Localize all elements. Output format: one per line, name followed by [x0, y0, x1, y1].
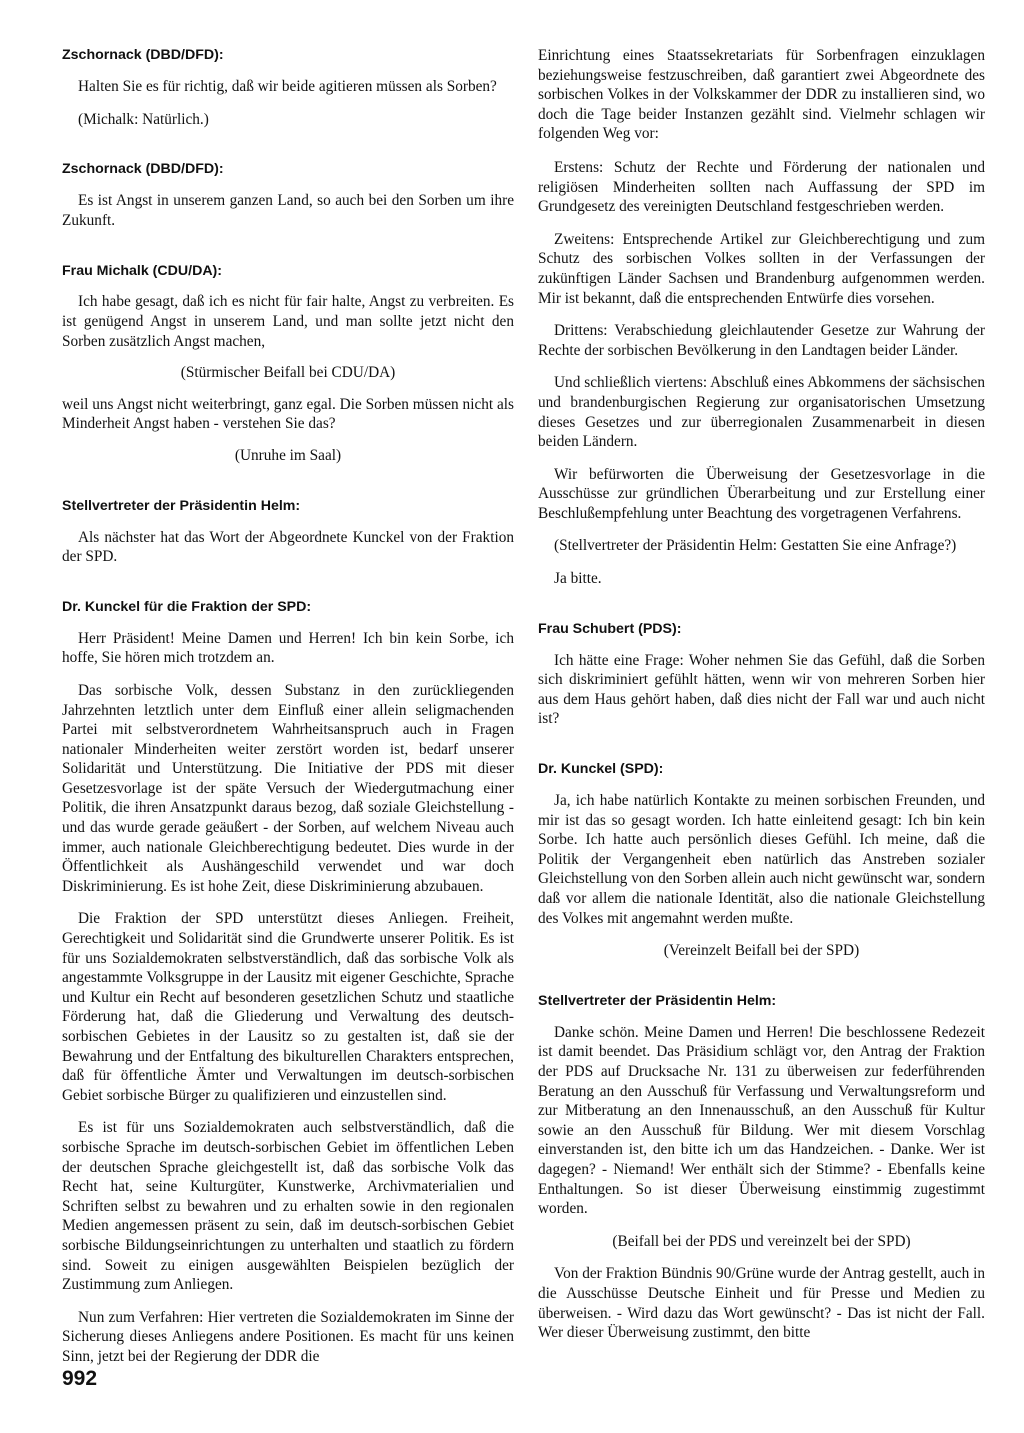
right-column — [538, 46, 985, 1343]
interjection: (Michalk: Natürlich.) — [78, 110, 209, 128]
speech-paragraph: Und schließlich viertens: Abschluß eines Abkommens der sächsischen und brandenburgischen Regierung zur organisatorischen Umsetzung dieses Gesetzes und zur überregionalen Zusammenarbeit in diesen beiden Ländern. — [538, 374, 985, 451]
speech-paragraph: Einrichtung eines Staatssekretariats für Sorbenfragen einzuklagen beziehungsweise festzuschreiben, daß garantiert zwei Abgeordnete des sorbischen Volkes in der Volkskammer der DDR zu installieren sind, wo doch die Tage beider Instanzen gezählt sind. Vielmehr schlagen wir folgenden Weg vor: — [538, 47, 985, 143]
speech-paragraph: Nun zum Verfahren: Hier vertreten die Sozialdemokraten im Sinne der Sicherung dieses Anliegens andere Positionen. Es macht für uns keinen Sinn, jetzt bei der Regierung der DDR die — [62, 1308, 514, 1365]
speech-paragraph: Ja bitte. — [554, 570, 602, 588]
speaker-heading: Dr. Kunckel für die Fraktion der SPD: — [62, 598, 312, 615]
speech-paragraph: Es ist für uns Sozialdemokraten auch selbstverständlich, daß die sorbische Sprache im deutsch-sorbischen Gebiet im öffentlichen Leben der deutschen Sprache gleichgestellt ist, daß das sorbische Volk das Recht hat, seine Kulturgüter, Kunstwerke, Archivmaterialien und Schriften selbst zu bewahren und zu erhalten sowie in den regionalen Medien angemessen präsent zu sein, daß im deutsch-sorbischen Gebiet sorbische Bildungseinrichtungen zu unterhalten und staatlich zu fördern sind. Soweit zu einigen ausgewählten Beispielen bezüglich der Zustimmung zum Anliegen. — [62, 1119, 514, 1294]
speaker-heading: Stellvertreter der Präsidentin Helm: — [538, 992, 777, 1009]
speech-paragraph: Danke schön. Meine Damen und Herren! Die beschlossene Redezeit ist damit beendet. Das Präsidium schlägt vor, den Antrag der Fraktion der PDS auf Drucksache Nr. 131 zu überweisen zur federführenden Beratung an den Ausschuß für Verfassung und Verwaltungsreform und zur Mitberatung an den Innenausschuß, an den Ausschuß für Kultur sowie an den Ausschuß für Bildung. Wer mit diesem Vorschlag einverstanden ist, den bitte ich um das Handzeichen. - Danke. Wer ist dagegen? - Niemand! Wer enthält sich der Stimme? - Ebenfalls keine Enthaltungen. So ist dieser Überweisung einstimmig zugestimmt worden. — [538, 1023, 985, 1218]
interjection: (Stellvertreter der Präsidentin Helm: Gestatten Sie eine Anfrage?) — [554, 537, 957, 555]
speech-paragraph: Herr Präsident! Meine Damen und Herren! Ich bin kein Sorbe, ich hoffe, Sie hören mich trotzdem an. — [62, 629, 514, 667]
speaker-heading: Zschornack (DBD/DFD): — [62, 47, 224, 63]
speaker-heading: Stellvertreter der Präsidentin Helm: — [62, 497, 301, 514]
speech-paragraph: Zweitens: Entsprechende Artikel zur Gleichberechtigung und zum Schutz des sorbischen Volkes sollten in der Verfassungen der zukünftigen Länder Sachsen und Brandenburg aufgenommen werden. Mir ist bekannt, daß die entsprechenden Entwürfe dies vorsehen. — [538, 230, 985, 307]
speaker-heading: Frau Schubert (PDS): — [538, 620, 682, 637]
speech-paragraph: Die Fraktion der SPD unterstützt dieses Anliegen. Freiheit, Gerechtigkeit und Solidarität sind die Grundwerte unserer Politik. Es ist für uns Sozialdemokraten selbstverständlich, daß das sorbische Volk als angestammte Volksgruppe in der Lausitz mit eigener Geschichte, Sprache und Kultur ein Recht auf besonderen gesetzlichen Schutz und staatliche Förderung hat, daß die Gliederung und Verwaltung des deutsch-sorbischen Gebietes in der Lausitz so zu gestalten ist, daß sie der Bewahrung und der Entfaltung des bikulturellen Charakters entsprechen, daß für öffentliche Ämter und Verwaltungen im deutsch-sorbischen Gebiet sorbische Bürger zu qualifizieren und einzustellen sind. — [62, 910, 514, 1104]
applause-note: (Beifall bei der PDS und vereinzelt bei der SPD) — [612, 1232, 911, 1250]
page-number: 992 — [62, 1367, 98, 1390]
left-column — [62, 46, 514, 1367]
speaker-heading: Zschornack (DBD/DFD): — [62, 161, 224, 178]
speech-paragraph: Als nächster hat das Wort der Abgeordnete Kunckel von der Fraktion der SPD. — [62, 528, 514, 566]
speech-paragraph: Ich hätte eine Frage: Woher nehmen Sie das Gefühl, daß die Sorben sich diskriminiert gefühlt hätten, wenn wir von mehreren Sorben hier aus dem Haus gehört haben, daß dies nicht der Fall war und auch nicht ist? — [538, 651, 985, 728]
speech-paragraph: weil uns Angst nicht weiterbringt, ganz egal. Die Sorben müssen nicht als Minderheit Angst haben - verstehen Sie das? — [62, 395, 514, 433]
speech-paragraph: Ich habe gesagt, daß ich es nicht für fair halte, Angst zu verbreiten. Es ist genügend Angst in unserem Land, und man sollte jetzt nicht den Sorben zusätzlich Angst machen, — [62, 293, 514, 350]
speech-paragraph: Halten Sie es für richtig, daß wir beide agitieren müssen als Sorben? — [78, 78, 497, 95]
applause-note: (Stürmischer Beifall bei CDU/DA) — [180, 364, 396, 382]
speech-paragraph: Von der Fraktion Bündnis 90/Grüne wurde der Antrag gestellt, auch in die Ausschüsse Deutsche Einheit und für Presse und Medien zu überweisen. - Wird dazu das Wort gewünscht? - Das ist nicht der Fall. Wer dieser Überweisung zustimmt, den bitte — [538, 1265, 985, 1342]
speech-paragraph: Es ist Angst in unserem ganzen Land, so auch bei den Sorben um ihre Zukunft. — [62, 192, 514, 229]
speech-paragraph: Erstens: Schutz der Rechte und Förderung der nationalen und religiösen Minderheiten sollten nach Auffassung der SPD im Grundgesetz des vereinigten Deutschland festgeschrieben werden. — [538, 158, 985, 216]
speaker-heading: Dr. Kunckel (SPD): — [538, 761, 664, 778]
interjection: (Unruhe im Saal) — [234, 446, 342, 464]
applause-note: (Vereinzelt Beifall bei der SPD) — [663, 942, 860, 960]
speaker-heading: Frau Michalk (CDU/DA): — [62, 263, 223, 280]
speech-paragraph: Wir befürworten die Überweisung der Gesetzesvorlage in die Ausschüsse zur gründlichen Überarbeitung und zur Erstellung einer Beschlußempfehlung unter Beachtung des vorgetragenen Verfahrens. — [538, 465, 985, 522]
speech-paragraph: Ja, ich habe natürlich Kontakte zu meinen sorbischen Freunden, und mir ist das so gesagt worden. Ich hatte einleitend gesagt: Ich bin kein Sorbe. Ich hatte auch persönlich dieses Gefühl. Ich meine, daß die Politik der Vergangenheit eben natürlich das Anstreben sozialer Gleichstellung von den Sorben allein auch nicht gewünscht war, sondern daß vor allem die nationale Identität, also die nationale Gleichstellung des Volkes mit angemahnt werden mußte. — [538, 792, 985, 927]
speech-paragraph: Das sorbische Volk, dessen Substanz in den zurückliegenden Jahrzehnten letztlich unter dem Einfluß einer allein seligmachenden Partei mit selbstverordnetem Wahrheitsanspruch auch in Fragen nationaler Minderheiten weiter zerstört worden ist, bedarf unserer Solidarität und Unterstützung. Die Initiative der PDS mit dieser Gesetzesvorlage ist der späte Versuch der Wiedergutmachung einer Politik, die ihren Ansatzpunkt daraus bezog, daß soziale Gleichstellung - und das wurde gerade geäußert - der Sorben, auf welchem Niveau auch immer, auch nationale Gleichberechtigung bedeutet. Dies wurde in der Öffentlichkeit als Aushängeschild verwendet und war doch Diskriminierung. Es ist hohe Zeit, diese Diskriminierung abzubauen. — [62, 681, 514, 895]
speech-paragraph: Drittens: Verabschiedung gleichlautender Gesetze zur Wahrung der Rechte der sorbischen Bevölkerung in den Landtagen beider Länder. — [538, 322, 985, 359]
